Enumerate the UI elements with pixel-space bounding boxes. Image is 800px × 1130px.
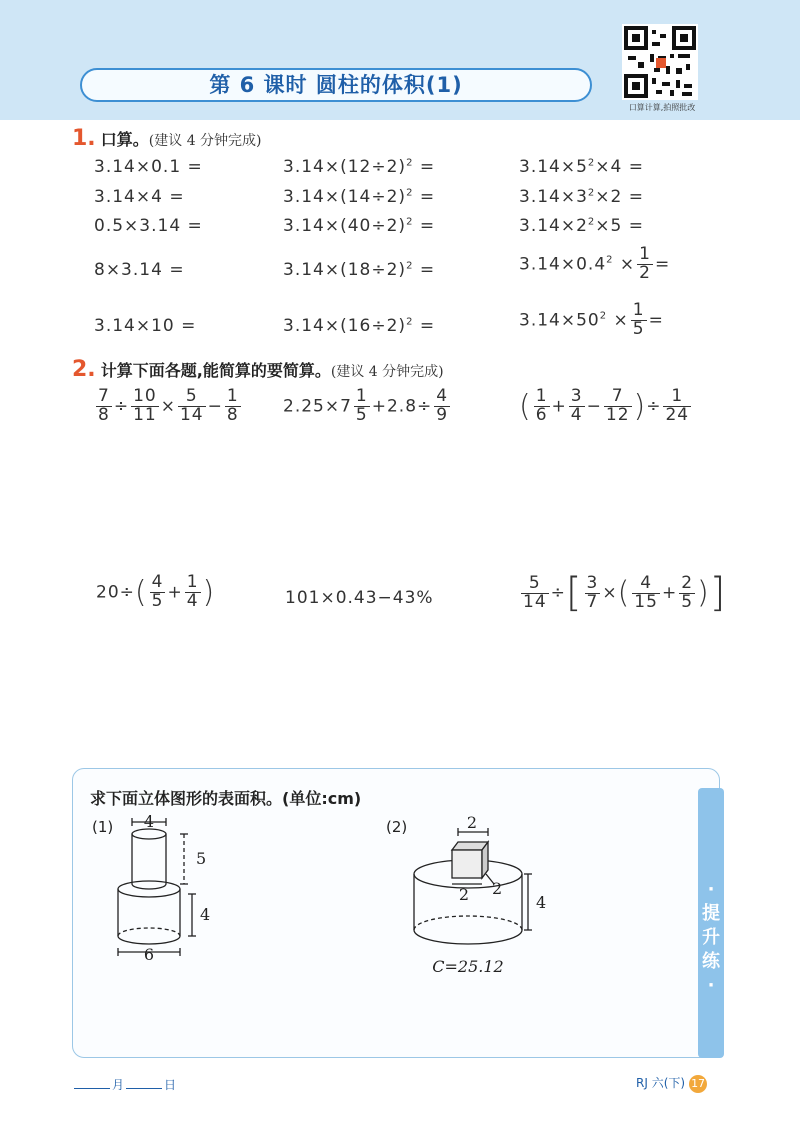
figure-2-label: (2) bbox=[386, 818, 408, 836]
side-tab-text: · 提 升 练 · bbox=[702, 879, 720, 996]
fig1-top-height: 5 bbox=[196, 849, 207, 868]
q1-item: $3.14\times(12\div 2)^2$ = bbox=[283, 157, 436, 177]
fig2-cube-bottom: 2 bbox=[458, 885, 470, 904]
q2-heading bbox=[72, 357, 444, 382]
q1-text: 口算。 bbox=[100, 130, 149, 149]
q1-item: $3.14\times(16\div 2)^2$ = bbox=[283, 316, 436, 336]
figure-1-label: (1) bbox=[92, 818, 114, 836]
q2-expression-2: 2.25×7 $\frac{1}{5}$ +2.8÷ $\frac{4}{9}$ bbox=[283, 386, 449, 425]
q2-expression-1: $\frac{7}{8}$ ÷ $\frac{10}{11}$ × $\frac{5}{14}$ − $\frac{1}{8}$ bbox=[98, 386, 239, 425]
fig1-bottom-width: 6 bbox=[143, 945, 155, 964]
fig2-circumference: C=25.12 bbox=[432, 957, 504, 976]
figure-1-stacked-cylinders bbox=[100, 810, 260, 970]
q1-item: $3.14\times(14\div 2)^2$ = bbox=[283, 187, 436, 207]
q1-item: 0.5×3.14 = bbox=[94, 216, 203, 236]
footer-date: 月 日 bbox=[72, 1076, 176, 1093]
q1-item: 8×3.14 = bbox=[94, 260, 185, 280]
page-number: 17 bbox=[689, 1075, 707, 1093]
q1-item: $3.14\times 3^2\times 2$ = bbox=[519, 187, 645, 207]
q1-number: 1. bbox=[72, 126, 96, 151]
q1-item: $3.14\times 50^2$ × $\frac{1}{5}$ = bbox=[519, 300, 664, 339]
fig2-height: 4 bbox=[536, 893, 547, 912]
fig1-top-width: 4 bbox=[143, 812, 155, 831]
q1-heading bbox=[72, 126, 262, 151]
q2-expression-6: $\frac{5}{14}$ ÷[ $\frac{3}{7}$ ×( $\frac{4}{15}$ + $\frac{2}{5}$ )] bbox=[523, 570, 727, 616]
panel-title: 求下面立体图形的表面积。(单位:cm) bbox=[90, 789, 362, 808]
qr-code-icon[interactable] bbox=[622, 24, 698, 100]
page-title: 第 6 课时 圆柱的体积(1) bbox=[80, 68, 592, 102]
q1-item: 3.14×10 = bbox=[94, 316, 197, 336]
qr-caption: 口算计算,拍照批改 bbox=[628, 103, 696, 112]
figure-2-cylinder-with-cube bbox=[400, 808, 580, 988]
q1-hint: (建议 4 分钟完成) bbox=[148, 133, 262, 149]
footer-grade: RJ 六(下) 17 bbox=[636, 1074, 707, 1093]
q1-item: 3.14×0.1 = bbox=[94, 157, 203, 177]
fig2-cube-side: 2 bbox=[492, 879, 503, 898]
q1-item: $3.14\times(40\div 2)^2$ = bbox=[283, 216, 436, 236]
q2-expression-4: 20÷( $\frac{4}{5}$ + $\frac{1}{4}$ ) bbox=[96, 572, 216, 611]
q2-hint: (建议 4 分钟完成) bbox=[330, 364, 444, 380]
q2-expression-5: 101×0.43−43% bbox=[285, 588, 434, 608]
q1-item: $3.14\times 0.4^2$ × $\frac{1}{2}$ = bbox=[519, 244, 671, 283]
q1-item: $3.14\times 2^2\times 5$ = bbox=[519, 216, 645, 236]
q2-text: 计算下面各题,能简算的要简算。 bbox=[100, 361, 331, 380]
q1-item: $3.14\times(18\div 2)^2$ = bbox=[283, 260, 436, 280]
fig2-cube-top: 2 bbox=[466, 813, 478, 832]
q1-item: $3.14\times 5^2\times 4$ = bbox=[519, 157, 645, 177]
q2-expression-3: ( $\frac{1}{6}$ + $\frac{3}{4}$ − $\frac{7}{12}$ )÷ $\frac{1}{24}$ bbox=[519, 386, 690, 425]
q1-item: 3.14×4 = bbox=[94, 187, 185, 207]
q2-number: 2. bbox=[72, 357, 96, 382]
fig1-bottom-height: 4 bbox=[200, 905, 211, 924]
